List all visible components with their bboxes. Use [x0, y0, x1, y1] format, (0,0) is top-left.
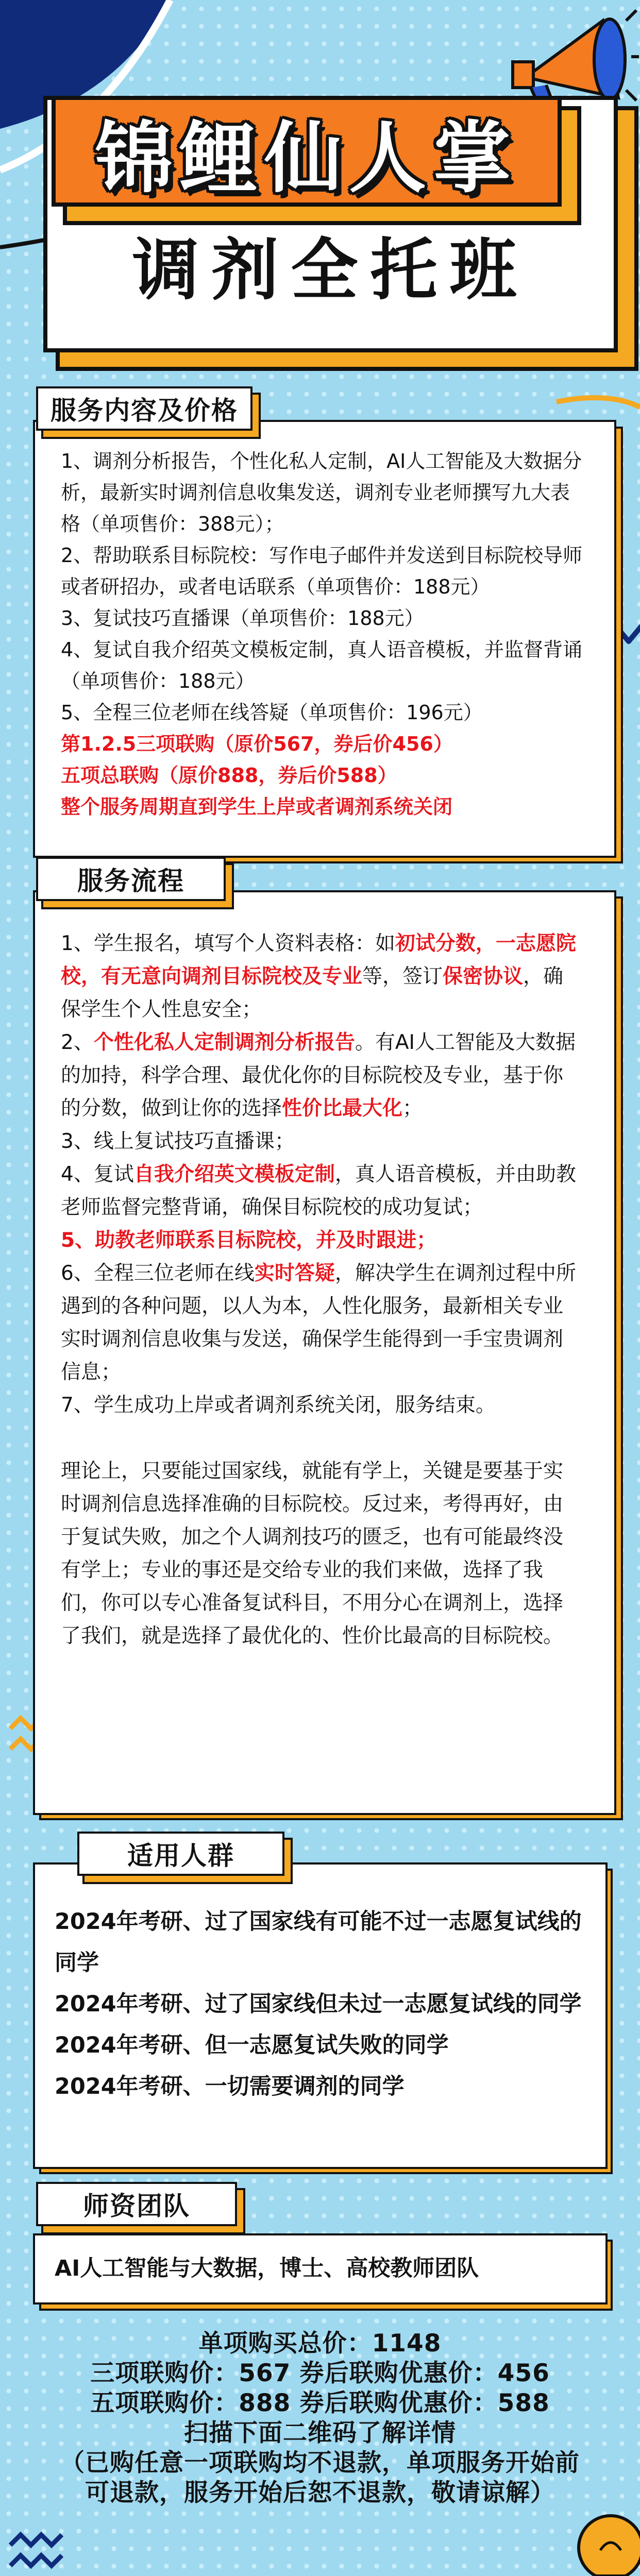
audience-heading: 适用人群 [77, 1832, 284, 1876]
process-heading: 服务流程 [36, 857, 226, 901]
yellow-arc [557, 398, 640, 407]
list-item: 5、助教老师联系目标院校，并及时跟进； [61, 1229, 437, 1252]
step-highlight: 个性化私人定制调剂分析报告 [93, 1031, 355, 1054]
price-line: 三项联购价：567 券后联购优惠价：456 [90, 2359, 550, 2387]
audience-list [55, 1901, 591, 2107]
list-item: 2024年考研、一切需要调剂的同学 [55, 2074, 405, 2099]
lightbulb-icon [579, 2516, 640, 2576]
step-text: ； [402, 1097, 423, 1120]
team-heading: 师资团队 [36, 2182, 237, 2226]
list-item: 4、复试自我介绍英文模板定制，真人语音模板，并监督背诵（单项售价：188元） [61, 638, 583, 692]
step-text: 。有AI人工智能及大数据的加持，科学合理、最优化你的目标院校及专业，基于你的分数，做到让你的选择 [61, 1031, 576, 1120]
step-text: 4、复试 [61, 1163, 134, 1186]
list-item-highlight: 五项总联购（原价888，券后价588） [61, 764, 397, 787]
list-item: 5、全程三位老师在线答疑（单项售价：196元） [61, 701, 483, 724]
step-text: 6、全程三位老师在线 [61, 1262, 255, 1285]
list-item-highlight: 第1.2.5三项联购（原价567，券后价456） [61, 733, 453, 755]
process-paragraph: 理论上，只要能过国家线，就能有学上，关键是要基于实时调剂信息选择准确的目标院校。反过来，考得再好，由于复试失败，加之个人调剂技巧的匮乏，也有可能最终没有学上；专业的事还是交给专业的我们来做，选择了我们，你可以专心准备复试科目，不用分心在调剂上，选择了我们，就是选择了最优化的、性价比最高的目标院校。 [61, 1460, 564, 1648]
step-text: 2、 [61, 1031, 94, 1054]
step-highlight: 性价比最大化 [282, 1097, 403, 1120]
step-highlight: 初试分数，一志愿院校，有无意向调剂目标院校及专业 [61, 932, 576, 988]
list-item [61, 1158, 582, 1224]
list-item: 2024年考研、但一志愿复试失败的同学 [55, 2032, 449, 2058]
step-highlight: 保密协议 [443, 965, 524, 988]
page-title: 锦鲤仙人掌 [95, 112, 518, 204]
services-list [61, 446, 584, 823]
price-line: 单项购买总价：1148 [198, 2329, 442, 2358]
list-item: 3、线上复试技巧直播课； [61, 1130, 295, 1153]
step-text: 等，签订 [362, 965, 443, 988]
price-line: 五项联购价：888 券后联购优惠价：588 [90, 2389, 550, 2417]
list-item: 2、帮助联系目标院校：写作电子邮件并发送到目标院校导师或者研招办，或者电话联系（单项售价：188元） [61, 544, 583, 598]
list-item: 3、复试技巧直播课（单项售价：188元） [61, 607, 424, 630]
title-banner [52, 96, 562, 207]
step-highlight: 实时答疑 [254, 1262, 335, 1285]
step-highlight: 自我介绍英文模板定制 [133, 1163, 335, 1186]
price-line: 可退款，服务开始后恕不退款，敬请谅解） [85, 2479, 555, 2507]
step-text: ，解决学生在调剂过程中所遇到的各种问题，以人为本，人性化服务，最新相关专业实时调剂信息收集与发送，确保学生能得到一手宝贵调剂信息； [61, 1262, 576, 1384]
step-text: 1、学生报名，填写个人资料表格：如 [61, 932, 395, 955]
process-list [61, 927, 582, 1653]
zigzag-icon [10, 2555, 62, 2566]
step-text: ，真人语音模板，并由助教老师监督完整背诵，确保目标院校的成功复试； [61, 1163, 576, 1219]
list-item [61, 1257, 582, 1389]
list-item: 2024年考研、过了国家线但未过一志愿复试线的同学 [55, 1991, 582, 2017]
pricing-summary [0, 2329, 640, 2508]
team-text: AI人工智能与大数据，博士、高校教师团队 [55, 2256, 479, 2281]
zigzag-icon [10, 2535, 62, 2545]
list-item [61, 927, 582, 1026]
list-item: 7、学生成功上岸或者调剂系统关闭，服务结束。 [61, 1394, 496, 1417]
price-line: 扫描下面二维码了解详情 [184, 2419, 456, 2447]
services-heading: 服务内容及价格 [36, 386, 252, 431]
list-item: 1、调剂分析报告，个性化私人定制，AI人工智能及大数据分析，最新实时调剂信息收集发送，调剂专业老师撰写九大表格（单项售价：388元）； [61, 450, 582, 535]
list-item [61, 1026, 582, 1125]
step-text: ，确保学生个人性息安全； [61, 965, 564, 1021]
page-subtitle: 调剂全托班 [132, 231, 529, 309]
list-item-highlight: 整个服务周期直到学生上岸或者调剂系统关闭 [61, 795, 453, 818]
price-line: （已购任意一项联购均不退款，单项服务开始前 [60, 2449, 580, 2477]
list-item: 2024年考研、过了国家线有可能不过一志愿复试线的同学 [55, 1909, 582, 1976]
